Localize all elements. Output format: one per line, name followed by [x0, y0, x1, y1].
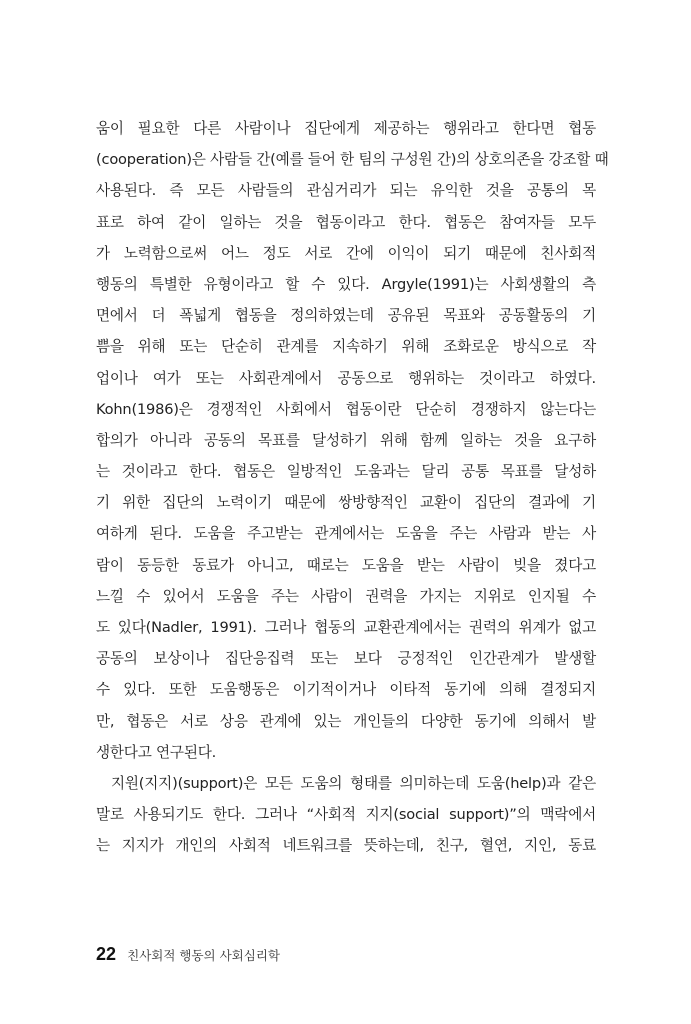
text-line: 는 것이라고 한다. 협동은 일방적인 도움과는 달리 공통 목표를 달성하	[96, 463, 596, 481]
text-line: 움이 필요한 다른 사람이나 집단에게 제공하는 행위라고 한다면 협동	[96, 120, 596, 137]
text-line: 행동의 특별한 유형이라고 할 수 있다. Argyle(1991)는 사회생활의 측	[96, 275, 596, 293]
text-line: 합의가 아니라 공동의 목표를 달성하기 위해 함께 일하는 것을 요구하	[96, 431, 596, 449]
text-line: 면에서 더 폭넓게 협동을 정의하였는데 공유된 목표와 공동활동의 기	[96, 307, 596, 325]
page-number: 22	[96, 944, 117, 964]
text-line: 업이나 여가 또는 사회관계에서 공동으로 행위하는 것이라고 하였다.	[96, 369, 596, 387]
text-line: 말로 사용되기도 한다. 그러나 “사회적 지지(social support)”의 맥락에서	[96, 806, 596, 824]
page-footer	[96, 944, 396, 968]
text-line: 가 노력함으로써 어느 정도 서로 간에 이익이 되기 때문에 친사회적	[96, 244, 596, 262]
text-line: 수 있다. 또한 도움행동은 이기적이거나 이타적 동기에 의해 결정되지	[96, 681, 596, 699]
text-line: Kohn(1986)은 경쟁적인 사회에서 협동이란 단순히 경쟁하지 않는다는	[96, 400, 596, 418]
text-line: 느낄 수 있어서 도움을 주는 사람이 권력을 가지는 지위로 인지될 수	[96, 587, 596, 605]
text-line: 생한다고 연구된다.	[96, 743, 217, 761]
text-line: 공동의 보상이나 집단응집력 또는 보다 긍정적인 인간관계가 발생할	[96, 650, 596, 668]
text-line: 만, 협동은 서로 상응 관계에 있는 개인들의 다양한 동기에 의해서 발	[96, 712, 596, 730]
text-line: (cooperation)은 사람들 간(예를 들어 한 팀의 구성원 간)의 상호의존을 강조할 때	[96, 151, 609, 169]
text-line: 는 지지가 개인의 사회적 네트워크를 뜻하는데, 친구, 혈연, 지인, 동료	[96, 837, 596, 855]
text-line: 여하게 된다. 도움을 주고받는 관계에서는 도움을 주는 사람과 받는 사	[96, 525, 596, 543]
text-line: 기 위한 집단의 노력이기 때문에 쌍방향적인 교환이 집단의 결과에 기	[96, 494, 596, 512]
body-text	[96, 118, 609, 867]
text-line: 쁨을 위해 또는 단순히 관계를 지속하기 위해 조화로운 방식으로 작	[96, 338, 596, 356]
text-line: 사용된다. 즉 모든 사람들의 관심거리가 되는 유익한 것을 공통의 목	[96, 182, 596, 200]
running-title: 친사회적 행동의 사회심리학	[127, 948, 280, 963]
text-line: 도 있다(Nadler, 1991). 그러나 협동의 교환관계에서는 권력의 위계가 없고	[96, 619, 596, 636]
text-line: 표로 하여 같이 일하는 것을 협동이라고 한다. 협동은 참여자들 모두	[96, 213, 596, 231]
text-line: 지원(지지)(support)은 모든 도움의 형태를 의미하는데 도움(help)과 같은	[111, 774, 596, 792]
text-line: 람이 동등한 동료가 아니고, 때로는 도움을 받는 사람이 빚을 졌다고	[96, 556, 596, 574]
